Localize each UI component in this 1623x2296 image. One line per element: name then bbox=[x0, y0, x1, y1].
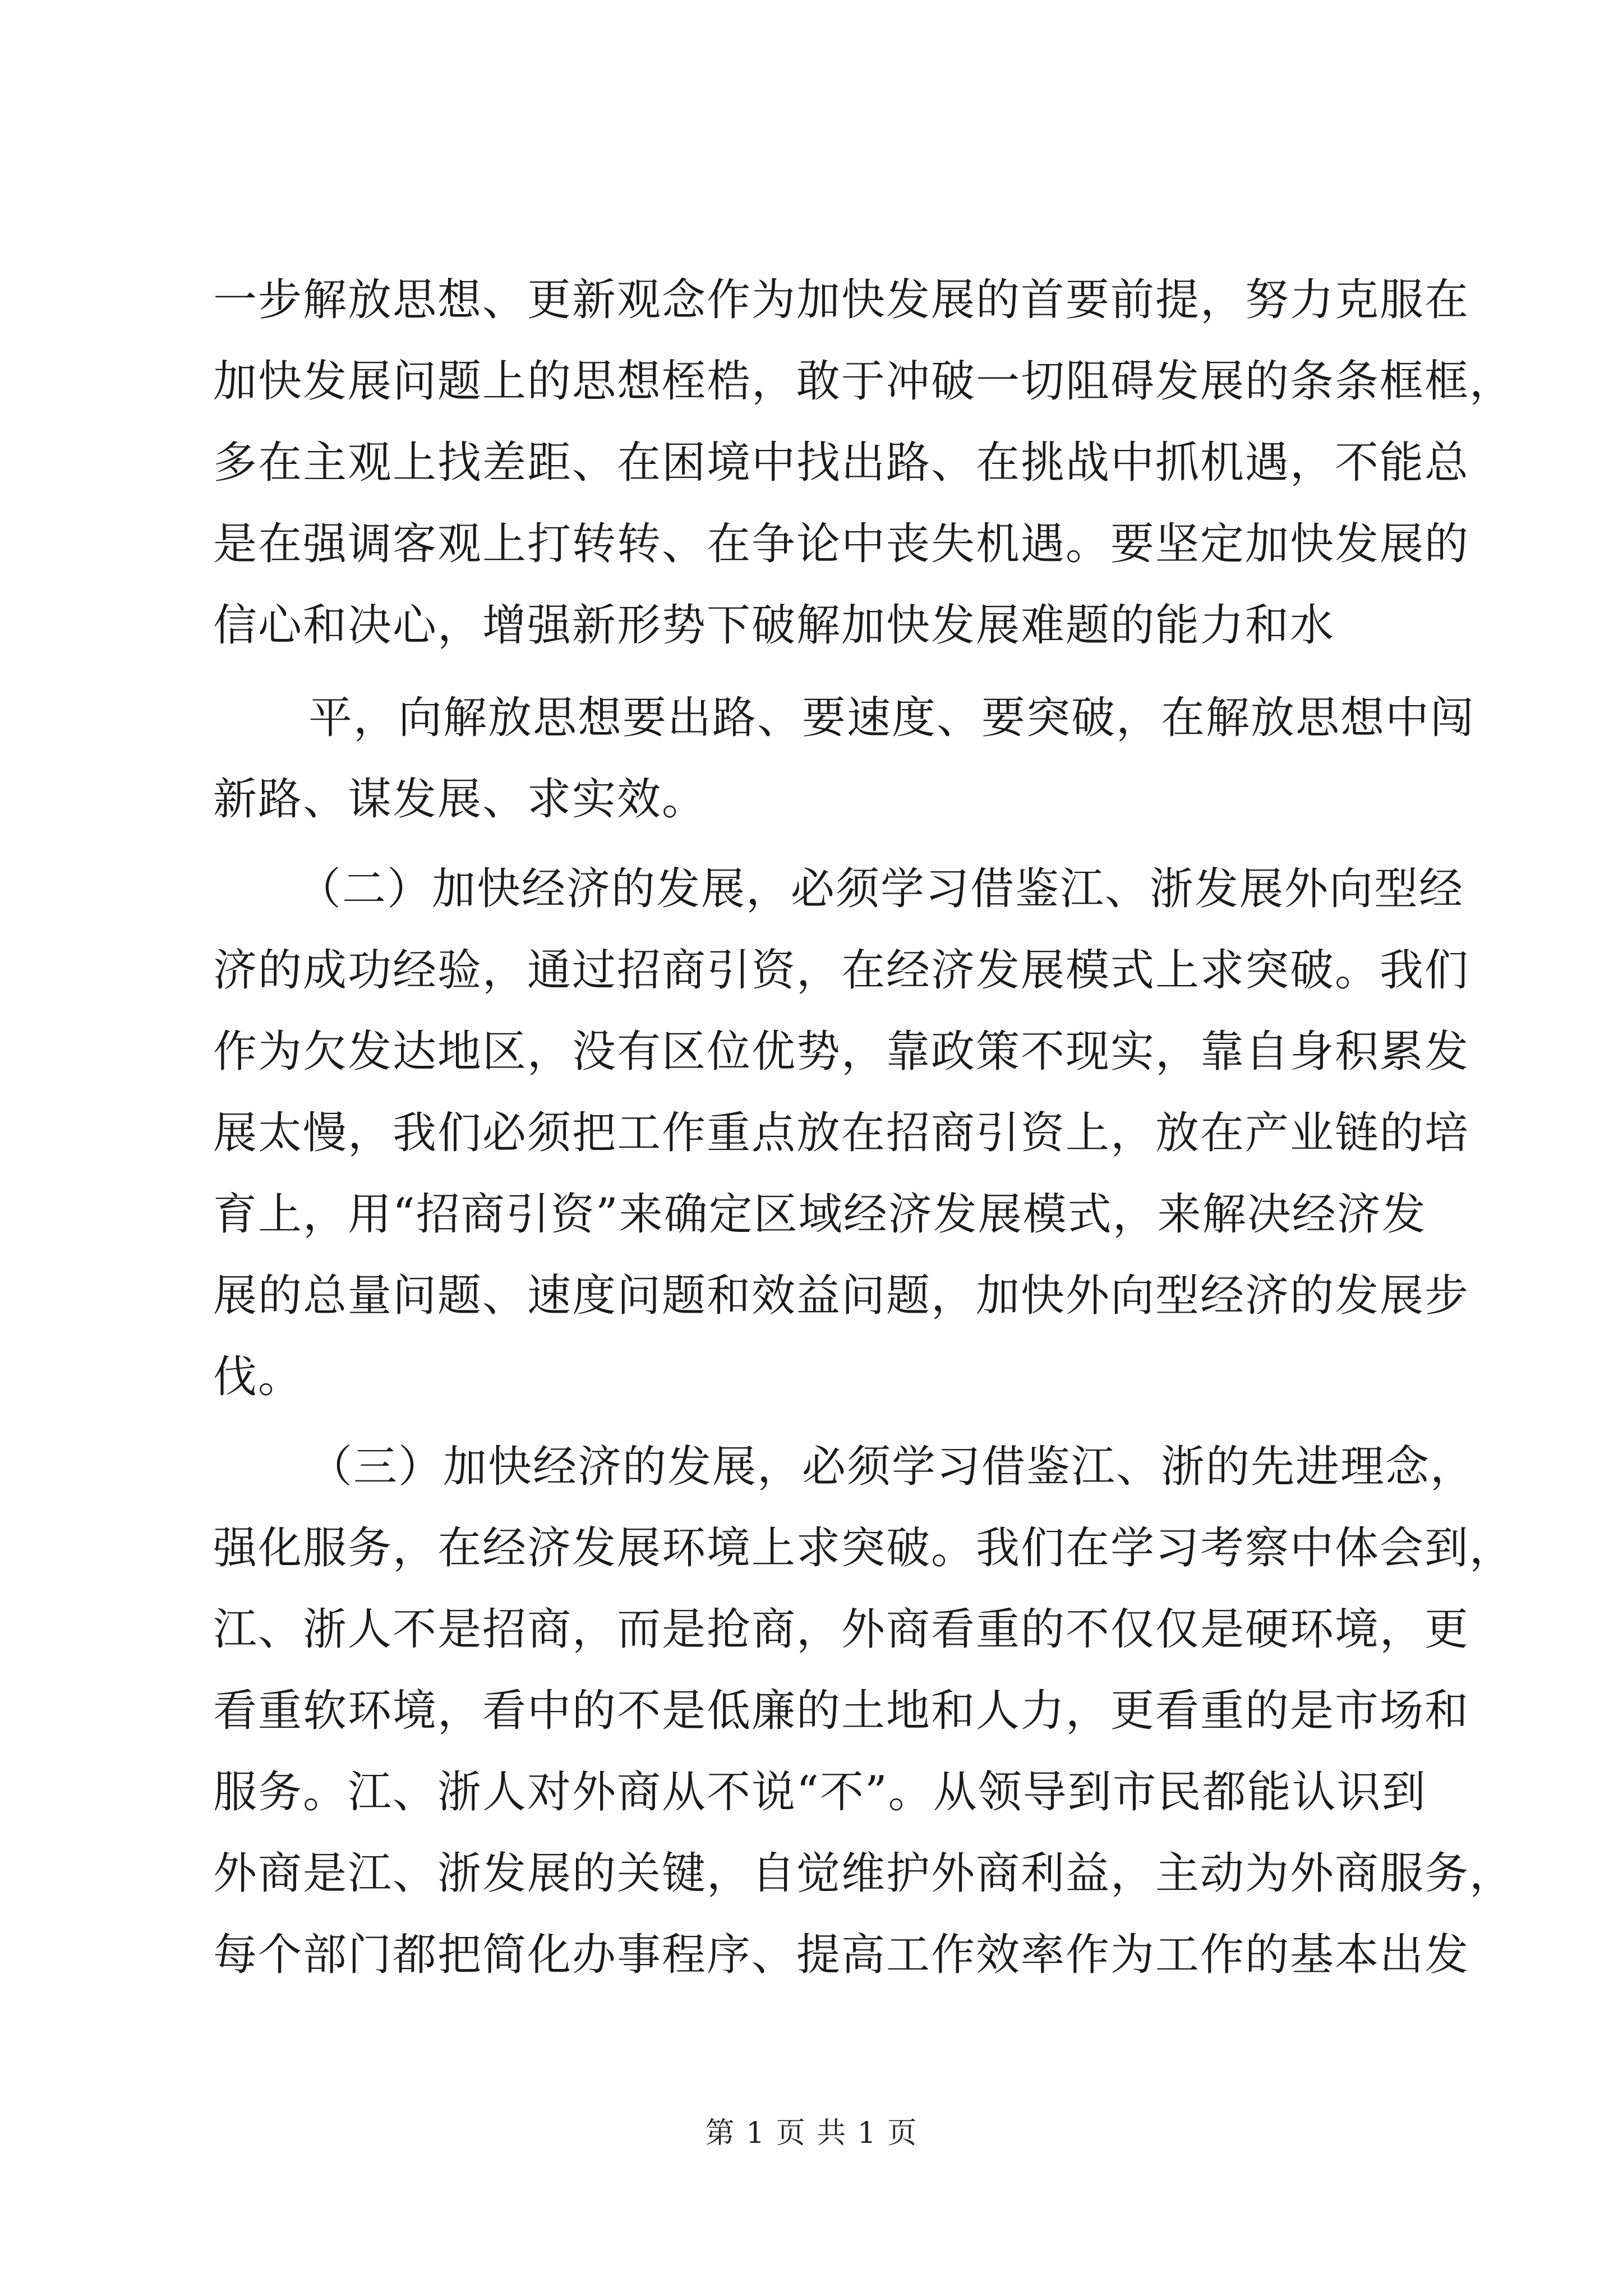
text-line-16: 强化服务，在经济发展环境上求突破。我们在学习考察中体会到， bbox=[213, 1523, 1515, 1573]
page-number-footer: 第 1 页 共 1 页 bbox=[705, 2116, 918, 2150]
text-line-12: 育上，用“招商引资”来确定区域经济发展模式，来解决经济发 bbox=[213, 1189, 1427, 1240]
text-line-18: 看重软环境，看中的不是低廉的土地和人力，更看重的是市场和 bbox=[213, 1686, 1470, 1736]
text-line-21: 每个部门都把简化办事程序、提高工作效率作为工作的基本出发 bbox=[213, 1930, 1470, 1980]
text-line-10: 作为欠发达地区，没有区位优势，靠政策不现实，靠自身积累发 bbox=[213, 1027, 1470, 1077]
text-line-3: 多在主观上找差距、在困境中找出路、在挑战中抓机遇，不能总 bbox=[213, 438, 1470, 488]
text-line-11: 展太慢，我们必须把工作重点放在招商引资上，放在产业链的培 bbox=[213, 1108, 1470, 1158]
text-line-15: （三）加快经济的发展，必须学习借鉴江、浙的先进理念， bbox=[308, 1442, 1476, 1492]
text-line-6: 平，向解放思想要出路、要速度、要突破，在解放思想中闯 bbox=[308, 693, 1476, 743]
text-line-19: 服务。江、浙人对外商从不说“不”。从领导到市民都能认识到 bbox=[213, 1767, 1427, 1818]
text-line-2: 加快发展问题上的思想桎梏，敢于冲破一切阻碍发展的条条框框， bbox=[213, 356, 1515, 407]
text-line-4: 是在强调客观上打转转、在争论中丧失机遇。要坚定加快发展的 bbox=[213, 519, 1470, 569]
text-line-8: （二）加快经济的发展，必须学习借鉴江、浙发展外向型经 bbox=[297, 864, 1464, 914]
text-line-1: 一步解放思想、更新观念作为加快发展的首要前提，努力克服在 bbox=[213, 275, 1470, 325]
text-line-14: 伐。 bbox=[213, 1352, 303, 1402]
text-line-9: 济的成功经验，通过招商引资，在经济发展模式上求突破。我们 bbox=[213, 945, 1470, 996]
text-line-5: 信心和决心，增强新形势下破解加快发展难题的能力和水 bbox=[213, 600, 1335, 651]
text-line-20: 外商是江、浙发展的关键，自觉维护外商利益，主动为外商服务， bbox=[213, 1848, 1515, 1899]
text-line-13: 展的总量问题、速度问题和效益问题，加快外向型经济的发展步 bbox=[213, 1271, 1470, 1321]
text-line-7: 新路、谋发展、求实效。 bbox=[213, 774, 707, 825]
text-line-17: 江、浙人不是招商，而是抢商，外商看重的不仅仅是硬环境，更 bbox=[213, 1604, 1470, 1655]
